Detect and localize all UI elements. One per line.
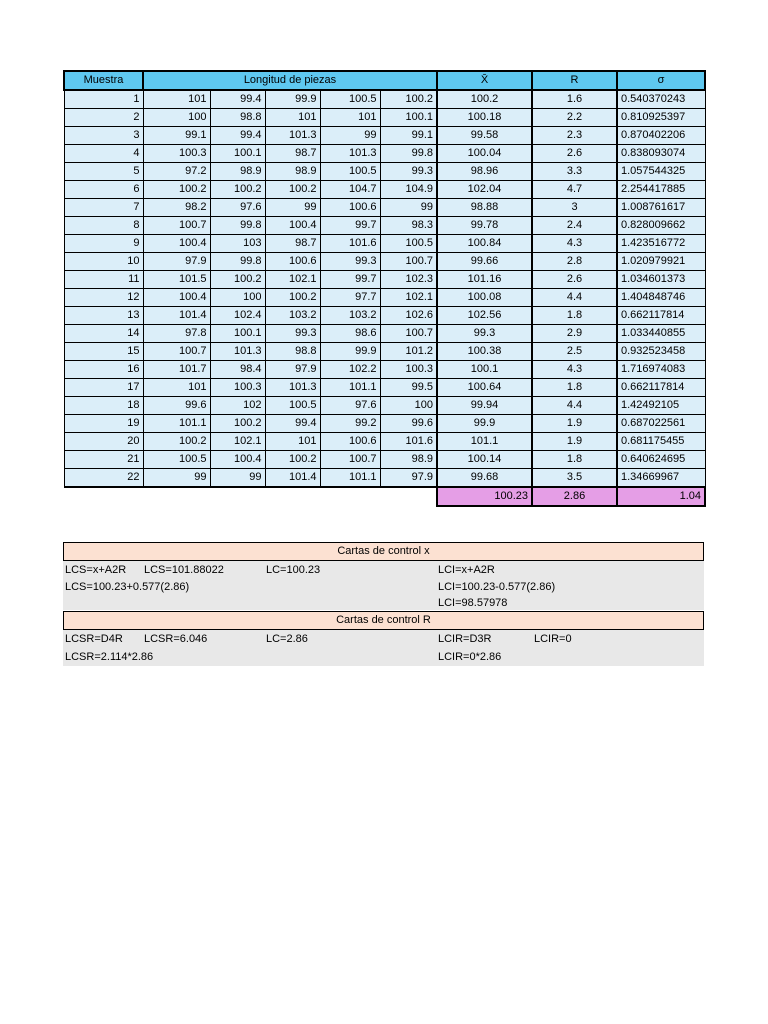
longitud-cell-3: 101 xyxy=(265,433,320,451)
longitud-cell-1: 101.1 xyxy=(143,415,210,433)
longitud-cell-5: 100.5 xyxy=(380,235,437,253)
longitud-cell-2: 100.1 xyxy=(210,145,265,163)
xbar-cell: 100.2 xyxy=(437,90,532,109)
longitud-cell-3: 102.1 xyxy=(265,271,320,289)
longitud-cell-4: 97.6 xyxy=(320,397,380,415)
table-row xyxy=(64,325,705,343)
longitud-cell-5: 100.7 xyxy=(380,325,437,343)
longitud-cell-1: 101 xyxy=(143,90,210,109)
longitud-cell-5: 99.6 xyxy=(380,415,437,433)
table-row xyxy=(64,181,705,199)
xbar-cell: 100.64 xyxy=(437,379,532,397)
sigma-cell: 2.254417885 xyxy=(617,181,705,199)
control-x-title: Cartas de control x xyxy=(63,542,704,561)
longitud-cell-2: 102 xyxy=(210,397,265,415)
muestra-cell: 2 xyxy=(64,109,143,127)
longitud-cell-4: 97.7 xyxy=(320,289,380,307)
longitud-cell-3: 99 xyxy=(265,199,320,217)
r-cell: 4.4 xyxy=(532,289,617,307)
longitud-cell-2: 100.4 xyxy=(210,451,265,469)
longitud-cell-2: 99 xyxy=(210,469,265,488)
table-row xyxy=(64,145,705,163)
muestra-cell: 9 xyxy=(64,235,143,253)
table-row xyxy=(64,343,705,361)
longitud-cell-2: 100.2 xyxy=(210,415,265,433)
xbar-cell: 101.1 xyxy=(437,433,532,451)
control-r-lcir-calc: LCIR=0*2.86 xyxy=(438,651,502,663)
table-row xyxy=(64,433,705,451)
longitud-cell-5: 99 xyxy=(380,199,437,217)
control-x-lcs-formula: LCS=x+A2R xyxy=(65,564,127,576)
xbar-cell: 98.88 xyxy=(437,199,532,217)
longitud-cell-5: 99.8 xyxy=(380,145,437,163)
longitud-cell-4: 100.5 xyxy=(320,90,380,109)
longitud-cell-5: 98.3 xyxy=(380,217,437,235)
longitud-cell-2: 98.8 xyxy=(210,109,265,127)
longitud-cell-5: 100.3 xyxy=(380,361,437,379)
xbar-cell: 101.16 xyxy=(437,271,532,289)
summary-row xyxy=(64,487,705,506)
control-r-lcsr-formula: LCSR=D4R xyxy=(65,633,123,645)
table-row xyxy=(64,90,705,109)
xbar-cell: 100.1 xyxy=(437,361,532,379)
sigma-cell: 0.828009662 xyxy=(617,217,705,235)
longitud-cell-4: 101.3 xyxy=(320,145,380,163)
table-row xyxy=(64,199,705,217)
longitud-cell-4: 99.2 xyxy=(320,415,380,433)
longitud-cell-3: 98.9 xyxy=(265,163,320,181)
longitud-cell-1: 100.7 xyxy=(143,217,210,235)
table-row xyxy=(64,271,705,289)
longitud-cell-5: 98.9 xyxy=(380,451,437,469)
sigma-cell: 0.687022561 xyxy=(617,415,705,433)
control-r-lcsr-value: LCSR=6.046 xyxy=(144,633,208,645)
longitud-cell-3: 103.2 xyxy=(265,307,320,325)
longitud-cell-3: 97.9 xyxy=(265,361,320,379)
table-row xyxy=(64,109,705,127)
longitud-cell-4: 100.6 xyxy=(320,199,380,217)
muestra-cell: 3 xyxy=(64,127,143,145)
longitud-cell-1: 101.5 xyxy=(143,271,210,289)
longitud-cell-4: 99.7 xyxy=(320,217,380,235)
longitud-cell-4: 103.2 xyxy=(320,307,380,325)
muestra-cell: 6 xyxy=(64,181,143,199)
control-r-lcir-formula: LCIR=D3R xyxy=(438,633,492,645)
longitud-cell-3: 101.4 xyxy=(265,469,320,488)
longitud-cell-1: 97.8 xyxy=(143,325,210,343)
table-row xyxy=(64,307,705,325)
sigma-cell: 1.057544325 xyxy=(617,163,705,181)
sigma-cell: 1.42492105 xyxy=(617,397,705,415)
samples-table xyxy=(63,70,706,507)
longitud-cell-1: 99.6 xyxy=(143,397,210,415)
summary-xbar: 100.23 xyxy=(437,487,532,506)
sigma-cell: 0.870402206 xyxy=(617,127,705,145)
longitud-cell-2: 100.3 xyxy=(210,379,265,397)
muestra-cell: 18 xyxy=(64,397,143,415)
longitud-cell-1: 100.7 xyxy=(143,343,210,361)
longitud-cell-3: 100.4 xyxy=(265,217,320,235)
longitud-cell-3: 99.9 xyxy=(265,90,320,109)
longitud-cell-5: 101.2 xyxy=(380,343,437,361)
longitud-cell-2: 97.6 xyxy=(210,199,265,217)
summary-blank xyxy=(64,487,437,506)
table-row xyxy=(64,163,705,181)
control-r-lcsr-calc: LCSR=2.114*2.86 xyxy=(65,651,154,663)
summary-sigma: 1.04 xyxy=(617,487,705,506)
r-cell: 4.4 xyxy=(532,397,617,415)
longitud-cell-4: 104.7 xyxy=(320,181,380,199)
longitud-cell-1: 100.4 xyxy=(143,235,210,253)
longitud-cell-5: 102.1 xyxy=(380,289,437,307)
control-r-title: Cartas de control R xyxy=(63,611,704,630)
sigma-cell: 1.34669967 xyxy=(617,469,705,488)
longitud-cell-2: 102.4 xyxy=(210,307,265,325)
longitud-cell-1: 100 xyxy=(143,109,210,127)
longitud-cell-5: 99.3 xyxy=(380,163,437,181)
longitud-cell-2: 103 xyxy=(210,235,265,253)
r-cell: 3.3 xyxy=(532,163,617,181)
control-x-lcs-calc: LCS=100.23+0.577(2.86) xyxy=(65,581,190,593)
sigma-cell: 1.020979921 xyxy=(617,253,705,271)
longitud-cell-5: 102.6 xyxy=(380,307,437,325)
r-cell: 1.9 xyxy=(532,433,617,451)
longitud-cell-1: 101.7 xyxy=(143,361,210,379)
longitud-cell-5: 100.1 xyxy=(380,109,437,127)
control-r-lcir-value: LCIR=0 xyxy=(534,633,572,645)
r-cell: 2.6 xyxy=(532,145,617,163)
sigma-cell: 0.932523458 xyxy=(617,343,705,361)
longitud-cell-5: 102.3 xyxy=(380,271,437,289)
longitud-cell-3: 100.2 xyxy=(265,289,320,307)
longitud-cell-2: 99.4 xyxy=(210,127,265,145)
r-cell: 1.6 xyxy=(532,90,617,109)
longitud-cell-2: 100.2 xyxy=(210,181,265,199)
muestra-cell: 19 xyxy=(64,415,143,433)
sigma-cell: 0.540370243 xyxy=(617,90,705,109)
longitud-cell-1: 99 xyxy=(143,469,210,488)
table-row xyxy=(64,379,705,397)
sigma-cell: 1.404848746 xyxy=(617,289,705,307)
muestra-cell: 12 xyxy=(64,289,143,307)
sigma-cell: 0.838093074 xyxy=(617,145,705,163)
sigma-cell: 1.423516772 xyxy=(617,235,705,253)
longitud-cell-4: 99 xyxy=(320,127,380,145)
longitud-cell-3: 99.3 xyxy=(265,325,320,343)
longitud-cell-1: 101.4 xyxy=(143,307,210,325)
longitud-cell-5: 99.1 xyxy=(380,127,437,145)
longitud-cell-5: 99.5 xyxy=(380,379,437,397)
xbar-cell: 100.18 xyxy=(437,109,532,127)
longitud-cell-5: 100.2 xyxy=(380,90,437,109)
longitud-cell-4: 101.6 xyxy=(320,235,380,253)
r-cell: 1.8 xyxy=(532,451,617,469)
longitud-cell-2: 100.1 xyxy=(210,325,265,343)
muestra-cell: 13 xyxy=(64,307,143,325)
summary-r: 2.86 xyxy=(532,487,617,506)
muestra-cell: 22 xyxy=(64,469,143,488)
longitud-cell-1: 100.2 xyxy=(143,181,210,199)
longitud-cell-1: 97.9 xyxy=(143,253,210,271)
table-header-row xyxy=(64,71,705,90)
xbar-cell: 99.78 xyxy=(437,217,532,235)
sigma-cell: 0.662117814 xyxy=(617,307,705,325)
xbar-cell: 99.68 xyxy=(437,469,532,488)
longitud-cell-4: 99.7 xyxy=(320,271,380,289)
longitud-cell-4: 98.6 xyxy=(320,325,380,343)
xbar-cell: 98.96 xyxy=(437,163,532,181)
longitud-cell-3: 98.7 xyxy=(265,235,320,253)
longitud-cell-4: 99.3 xyxy=(320,253,380,271)
r-cell: 2.2 xyxy=(532,109,617,127)
r-cell: 3 xyxy=(532,199,617,217)
r-cell: 4.3 xyxy=(532,235,617,253)
sigma-cell: 0.662117814 xyxy=(617,379,705,397)
xbar-cell: 99.3 xyxy=(437,325,532,343)
longitud-cell-3: 100.5 xyxy=(265,397,320,415)
longitud-cell-5: 97.9 xyxy=(380,469,437,488)
muestra-cell: 11 xyxy=(64,271,143,289)
longitud-cell-2: 98.9 xyxy=(210,163,265,181)
longitud-cell-3: 100.2 xyxy=(265,451,320,469)
xbar-cell: 102.04 xyxy=(437,181,532,199)
r-cell: 2.5 xyxy=(532,343,617,361)
longitud-cell-2: 99.4 xyxy=(210,90,265,109)
xbar-cell: 99.66 xyxy=(437,253,532,271)
header-longitud: Longitud de piezas xyxy=(143,71,437,90)
longitud-cell-2: 98.4 xyxy=(210,361,265,379)
longitud-cell-5: 100 xyxy=(380,397,437,415)
table-row xyxy=(64,451,705,469)
longitud-cell-3: 101 xyxy=(265,109,320,127)
longitud-cell-3: 101.3 xyxy=(265,127,320,145)
table-row xyxy=(64,289,705,307)
muestra-cell: 10 xyxy=(64,253,143,271)
table-row xyxy=(64,415,705,433)
table-row xyxy=(64,235,705,253)
xbar-cell: 100.14 xyxy=(437,451,532,469)
muestra-cell: 15 xyxy=(64,343,143,361)
header-xbar: X̄ xyxy=(437,71,532,90)
sigma-cell: 1.716974083 xyxy=(617,361,705,379)
muestra-cell: 14 xyxy=(64,325,143,343)
longitud-cell-4: 100.7 xyxy=(320,451,380,469)
muestra-cell: 17 xyxy=(64,379,143,397)
longitud-cell-5: 100.7 xyxy=(380,253,437,271)
table-body xyxy=(64,90,705,506)
longitud-cell-4: 99.9 xyxy=(320,343,380,361)
muestra-cell: 20 xyxy=(64,433,143,451)
longitud-cell-5: 101.6 xyxy=(380,433,437,451)
longitud-cell-4: 102.2 xyxy=(320,361,380,379)
longitud-cell-3: 98.7 xyxy=(265,145,320,163)
table-row xyxy=(64,127,705,145)
longitud-cell-3: 98.8 xyxy=(265,343,320,361)
xbar-cell: 99.9 xyxy=(437,415,532,433)
muestra-cell: 7 xyxy=(64,199,143,217)
sigma-cell: 1.034601373 xyxy=(617,271,705,289)
r-cell: 1.8 xyxy=(532,379,617,397)
muestra-cell: 4 xyxy=(64,145,143,163)
control-x-lci-formula: LCI=x+A2R xyxy=(438,564,495,576)
longitud-cell-4: 100.6 xyxy=(320,433,380,451)
table-row xyxy=(64,217,705,235)
control-r-lc: LC=2.86 xyxy=(266,633,308,645)
muestra-cell: 5 xyxy=(64,163,143,181)
longitud-cell-1: 100.2 xyxy=(143,433,210,451)
table-row xyxy=(64,361,705,379)
longitud-cell-4: 101.1 xyxy=(320,469,380,488)
xbar-cell: 100.08 xyxy=(437,289,532,307)
longitud-cell-1: 100.5 xyxy=(143,451,210,469)
longitud-cell-2: 101.3 xyxy=(210,343,265,361)
muestra-cell: 21 xyxy=(64,451,143,469)
control-x-lci-calc: LCI=100.23-0.577(2.86) xyxy=(438,581,556,593)
header-sigma: σ xyxy=(617,71,705,90)
xbar-cell: 99.94 xyxy=(437,397,532,415)
muestra-cell: 8 xyxy=(64,217,143,235)
sigma-cell: 0.640624695 xyxy=(617,451,705,469)
r-cell: 1.8 xyxy=(532,307,617,325)
table-row xyxy=(64,253,705,271)
muestra-cell: 1 xyxy=(64,90,143,109)
r-cell: 2.8 xyxy=(532,253,617,271)
control-x-lcs-value: LCS=101.88022 xyxy=(144,564,224,576)
control-x-lci-value: LCI=98.57978 xyxy=(438,597,508,609)
r-cell: 2.6 xyxy=(532,271,617,289)
xbar-cell: 100.04 xyxy=(437,145,532,163)
r-cell: 4.3 xyxy=(532,361,617,379)
longitud-cell-2: 99.8 xyxy=(210,253,265,271)
control-x-lc: LC=100.23 xyxy=(266,564,321,576)
longitud-cell-1: 98.2 xyxy=(143,199,210,217)
muestra-cell: 16 xyxy=(64,361,143,379)
longitud-cell-3: 100.2 xyxy=(265,181,320,199)
longitud-cell-1: 99.1 xyxy=(143,127,210,145)
longitud-cell-3: 99.4 xyxy=(265,415,320,433)
longitud-cell-2: 100 xyxy=(210,289,265,307)
longitud-cell-2: 102.1 xyxy=(210,433,265,451)
longitud-cell-4: 101 xyxy=(320,109,380,127)
table-row xyxy=(64,469,705,488)
xbar-cell: 100.38 xyxy=(437,343,532,361)
xbar-cell: 99.58 xyxy=(437,127,532,145)
r-cell: 2.3 xyxy=(532,127,617,145)
longitud-cell-2: 99.8 xyxy=(210,217,265,235)
r-cell: 4.7 xyxy=(532,181,617,199)
longitud-cell-1: 97.2 xyxy=(143,163,210,181)
longitud-cell-4: 100.5 xyxy=(320,163,380,181)
header-r: R xyxy=(532,71,617,90)
table-row xyxy=(64,397,705,415)
longitud-cell-1: 100.3 xyxy=(143,145,210,163)
sigma-cell: 1.033440855 xyxy=(617,325,705,343)
r-cell: 3.5 xyxy=(532,469,617,488)
xbar-cell: 102.56 xyxy=(437,307,532,325)
longitud-cell-1: 100.4 xyxy=(143,289,210,307)
longitud-cell-3: 100.6 xyxy=(265,253,320,271)
xbar-cell: 100.84 xyxy=(437,235,532,253)
longitud-cell-3: 101.3 xyxy=(265,379,320,397)
r-cell: 1.9 xyxy=(532,415,617,433)
longitud-cell-5: 104.9 xyxy=(380,181,437,199)
sigma-cell: 1.008761617 xyxy=(617,199,705,217)
longitud-cell-2: 100.2 xyxy=(210,271,265,289)
r-cell: 2.9 xyxy=(532,325,617,343)
longitud-cell-4: 101.1 xyxy=(320,379,380,397)
header-muestra: Muestra xyxy=(64,71,143,90)
sigma-cell: 0.810925397 xyxy=(617,109,705,127)
longitud-cell-1: 101 xyxy=(143,379,210,397)
r-cell: 2.4 xyxy=(532,217,617,235)
sigma-cell: 0.681175455 xyxy=(617,433,705,451)
